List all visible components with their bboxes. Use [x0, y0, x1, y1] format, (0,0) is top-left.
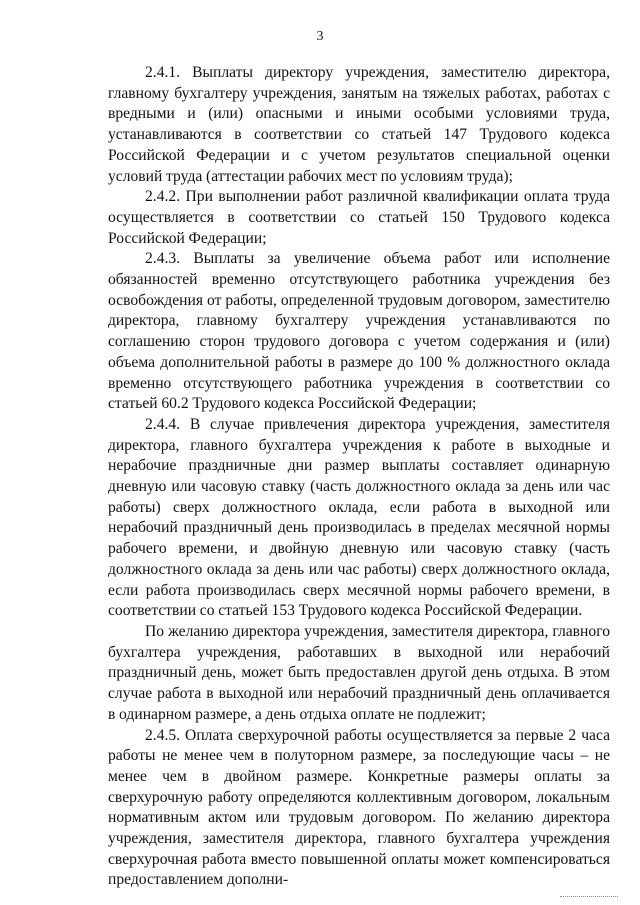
paragraph-2-4-3: 2.4.3. Выплаты за увеличение объема работ или исполнение обязанностей временно отсутствующего работника учреждения без освобождения от работы, определенной трудовым договором, заместителю директора, главному бухгалтеру учреждения устанавливаются по соглашению сторон трудового договора с учетом содержания и (или) объема дополнительной работы в размере до 100 % должностного оклада временно отсутствующего работника учреждения в соответствии со статьей 60.2 Трудового кодекса Российской Федерации; [108, 250, 610, 413]
scan-artifact-mark [560, 896, 618, 899]
paragraph-2-4-1: 2.4.1. Выплаты директору учреждения, заместителю директора, главному бухгалтеру учреждения, занятым на тяжелых работах, работах с вредными и (или) опасными и иными особыми условиями труда, устанавливаются в соответствии со статьей 147 Трудового кодекса Российской Федерации и с учетом результатов специальной оценки условий труда (аттестации рабочих мест по условиям труда); [108, 64, 610, 185]
paragraph-2-4-4: 2.4.4. В случае привлечения директора учреждения, заместителя директора, главного бухгалтера учреждения к работе в выходные и нерабочие праздничные дни размер выплаты составляет одинарную дневную или часовую ставку (часть должностного оклада за день или час работы) сверх должностного оклада, если работа в выходной или нерабочий праздничный день производилась в пределах месячной нормы рабочего времени, и двойную дневную или часовую ставку (часть должностного оклада за день или час работы) сверх должностного оклада, если работа производилась сверх месячной нормы рабочего времени, в соответствии со статьей 153 Трудового кодекса Российской Федерации. [108, 415, 610, 620]
paragraph-2-4-2: 2.4.2. При выполнении работ различной квалификации оплата труда осуществляется в соответствии со статьей 150 Трудового кодекса Российской Федерации; [108, 188, 610, 247]
document-body [108, 63, 610, 891]
page-number: 3 [316, 29, 324, 44]
paragraph-day-off: По желанию директора учреждения, заместителя директора, главного бухгалтера учреждения, работавших в выходной или нерабочий праздничный день, может быть предоставлен другой день отдыха. В этом случае работа в выходной или нерабочий праздничный день оплачивается в одинарном размере, а день отдыха оплате не подлежит; [108, 622, 610, 723]
paragraph-2-4-5: 2.4.5. Оплата сверхурочной работы осуществляется за первые 2 часа работы не менее чем в полуторном размере, за последующие часы – не менее чем в двойном размере. Конкретные размеры оплаты за сверхурочную работу определяются коллективным договором, локальным нормативным актом или трудовым договором. По желанию директора учреждения, заместителя директора, главного бухгалтера учреждения сверхурочная работа вместо повышенной оплаты может компенсироваться предоставлением дополни- [108, 726, 610, 889]
